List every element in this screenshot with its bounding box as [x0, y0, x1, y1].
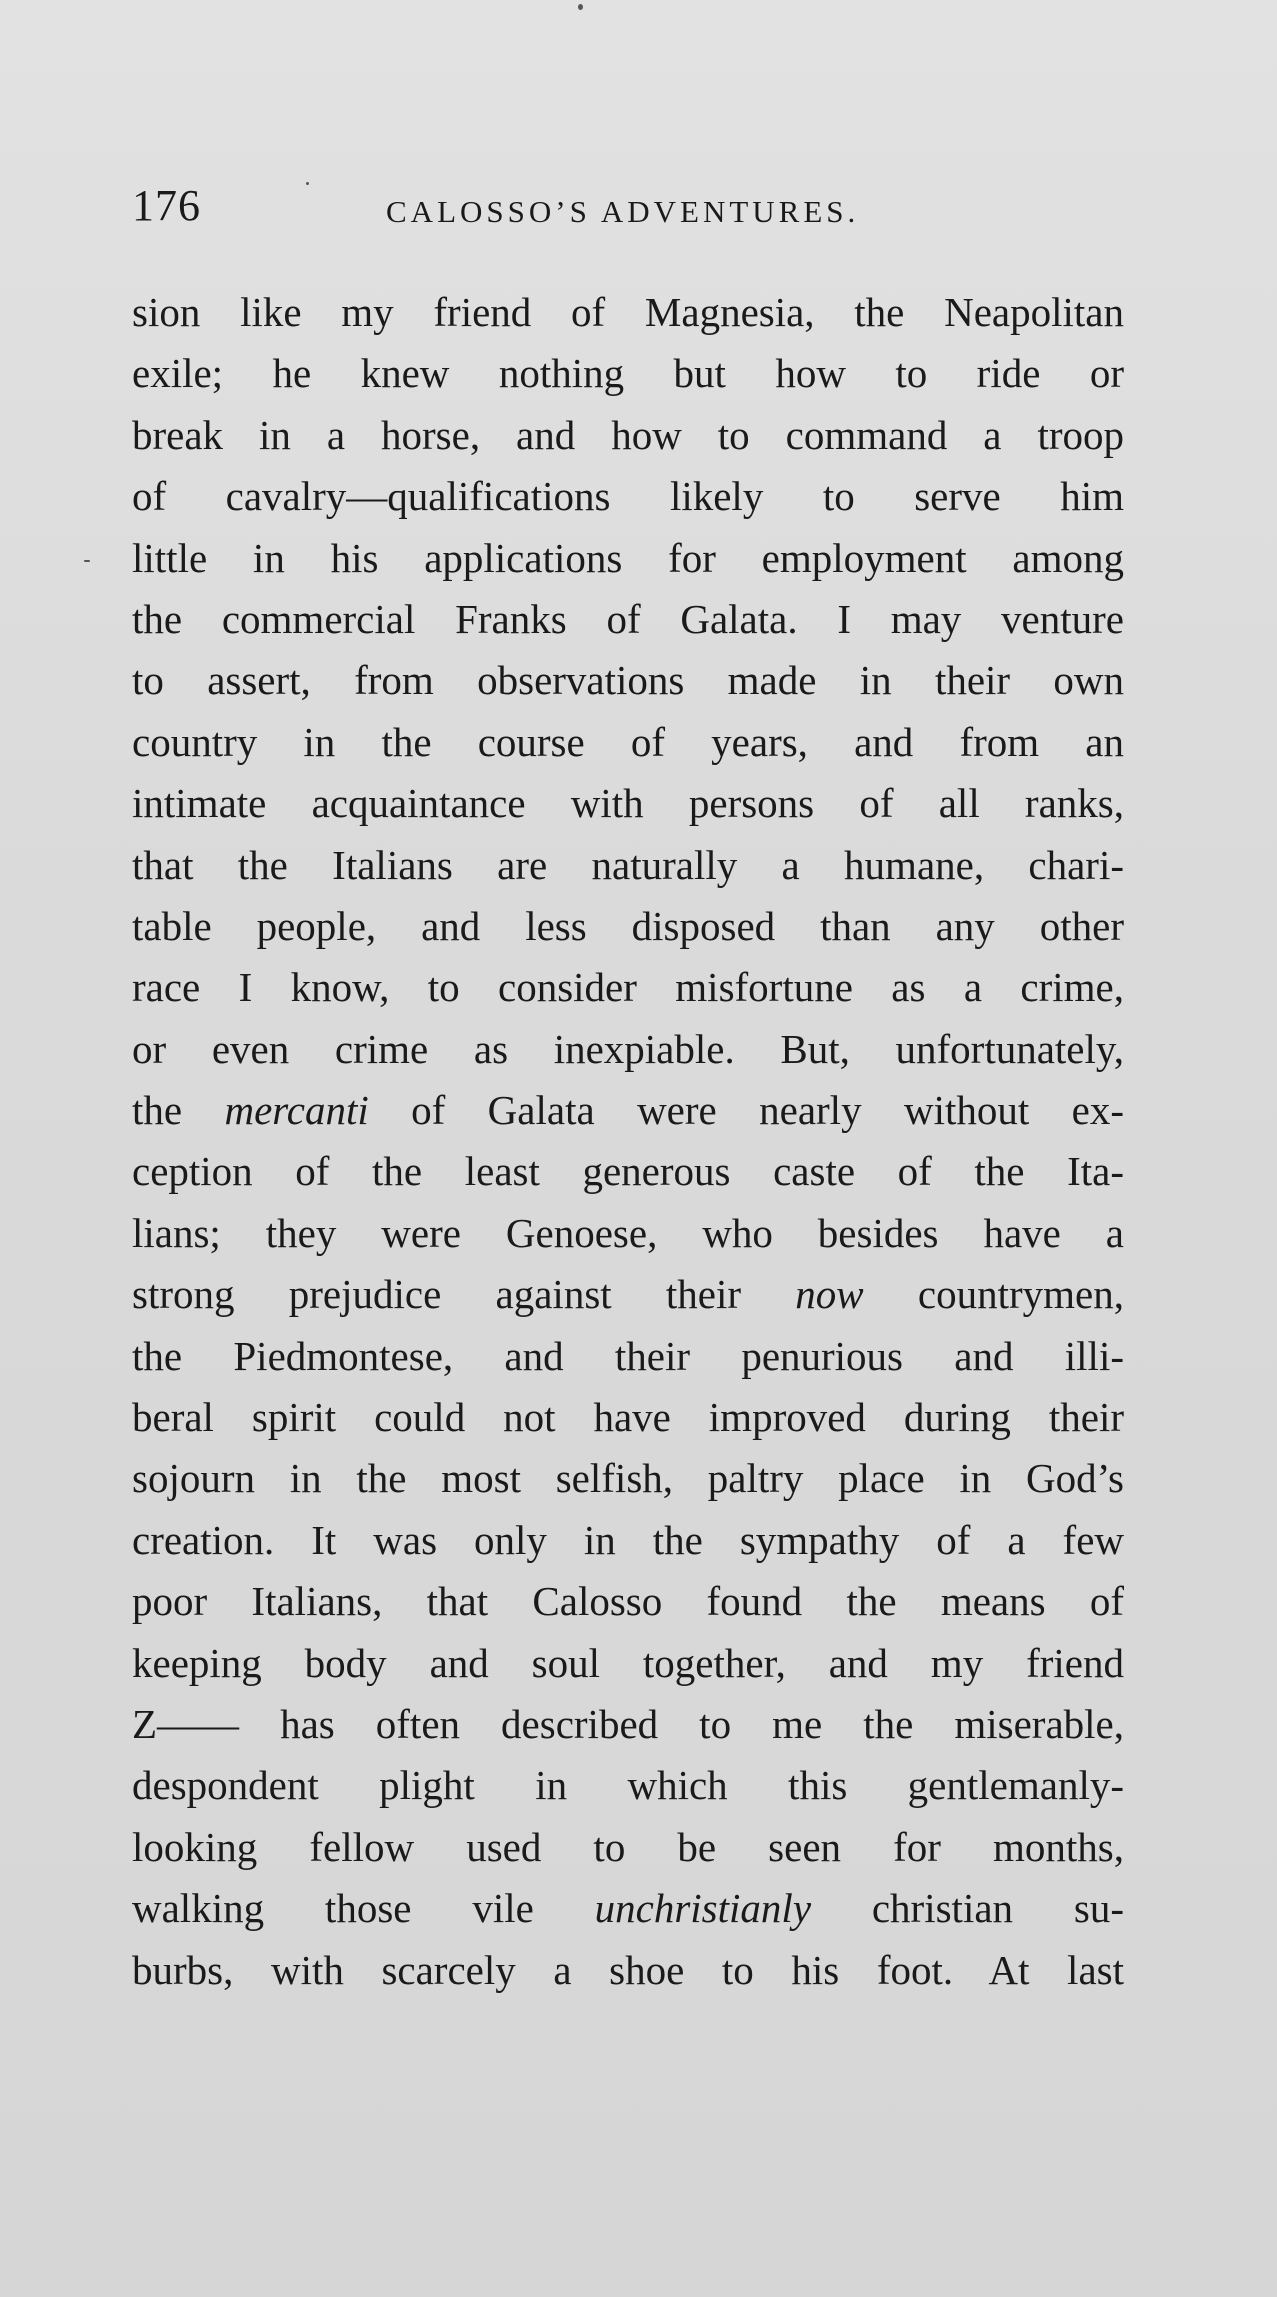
- text-segment: table people, and less disposed than any other: [132, 902, 1124, 949]
- text-segment: despondent plight in which this gentlemanly-: [132, 1762, 1124, 1809]
- text-line: [132, 1633, 1124, 1694]
- text-line: [132, 1817, 1124, 1878]
- text-segment: intimate acquaintance with persons of all ranks,: [132, 780, 1124, 827]
- text-line: [132, 282, 1124, 343]
- text-segment: ception of the least generous caste of the Ita-: [132, 1148, 1124, 1195]
- text-segment: Z—— has often described to me the miserable,: [132, 1700, 1124, 1747]
- running-head: [132, 180, 1132, 240]
- text-segment: race I know, to consider misfortune as a crime,: [132, 964, 1124, 1011]
- text-segment: keeping body and soul together, and my friend: [132, 1639, 1124, 1686]
- text-line: [132, 1940, 1124, 2001]
- text-segment: the: [132, 1087, 225, 1134]
- text-line: [132, 466, 1124, 527]
- text-line: [132, 896, 1124, 957]
- text-segment: to assert, from observations made in their own: [132, 657, 1124, 704]
- text-line: [132, 1694, 1124, 1755]
- text-line: [132, 1448, 1124, 1509]
- text-segment: sojourn in the most selfish, paltry place in God’s: [132, 1455, 1124, 1502]
- text-segment: walking those vile: [132, 1885, 595, 1932]
- text-line: [132, 1571, 1124, 1632]
- text-segment: christian su-: [811, 1885, 1124, 1932]
- print-speck: [306, 182, 309, 185]
- text-line: [132, 957, 1124, 1018]
- text-segment: looking fellow used to be seen for months,: [132, 1823, 1124, 1870]
- text-segment: exile; he knew nothing but how to ride or: [132, 350, 1124, 397]
- text-segment: burbs, with scarcely a shoe to his foot. At last: [132, 1946, 1124, 1993]
- page-number: 176: [132, 181, 201, 230]
- text-segment: break in a horse, and how to command a troop: [132, 411, 1124, 458]
- text-segment: or even crime as inexpiable. But, unfortunately,: [132, 1025, 1124, 1072]
- text-line: [132, 343, 1124, 404]
- text-segment: countrymen,: [863, 1271, 1124, 1318]
- text-line: [132, 1755, 1124, 1816]
- text-line: [132, 835, 1124, 896]
- text-line: [132, 528, 1124, 589]
- text-segment: the commercial Franks of Galata. I may venture: [132, 595, 1124, 642]
- body-text: [132, 282, 1124, 2001]
- text-line: [132, 1264, 1124, 1325]
- text-line: [132, 1878, 1124, 1939]
- italic-word: now: [795, 1271, 864, 1318]
- text-line: [132, 405, 1124, 466]
- italic-word: mercanti: [224, 1087, 369, 1134]
- text-line: [132, 1019, 1124, 1080]
- text-line: [132, 1141, 1124, 1202]
- text-segment: the Piedmontese, and their penurious and illi-: [132, 1332, 1124, 1379]
- italic-word: unchristianly: [594, 1885, 812, 1932]
- text-segment: that the Italians are naturally a humane, chari-: [132, 841, 1124, 888]
- text-line: [132, 773, 1124, 834]
- text-segment: beral spirit could not have improved during their: [132, 1394, 1124, 1441]
- text-line: [132, 1326, 1124, 1387]
- text-segment: little in his applications for employment among: [132, 534, 1124, 581]
- text-segment: poor Italians, that Calosso found the means of: [132, 1578, 1124, 1625]
- text-line: [132, 650, 1124, 711]
- text-line: [132, 1080, 1124, 1141]
- text-segment: country in the course of years, and from an: [132, 718, 1124, 765]
- text-line: [132, 1203, 1124, 1264]
- print-speck: [578, 4, 583, 10]
- text-line: [132, 712, 1124, 773]
- text-segment: lians; they were Genoese, who besides have a: [132, 1209, 1124, 1256]
- text-line: [132, 1387, 1124, 1448]
- running-title: CALOSSO’S ADVENTURES.: [386, 194, 860, 229]
- text-segment: of Galata were nearly without ex-: [368, 1087, 1124, 1134]
- print-speck: [84, 560, 90, 562]
- text-segment: strong prejudice against their: [132, 1271, 796, 1318]
- text-segment: of cavalry—qualifications likely to serve him: [132, 473, 1124, 520]
- text-segment: creation. It was only in the sympathy of a few: [132, 1516, 1124, 1563]
- text-line: [132, 1510, 1124, 1571]
- text-segment: sion like my friend of Magnesia, the Neapolitan: [132, 289, 1124, 335]
- text-line: [132, 589, 1124, 650]
